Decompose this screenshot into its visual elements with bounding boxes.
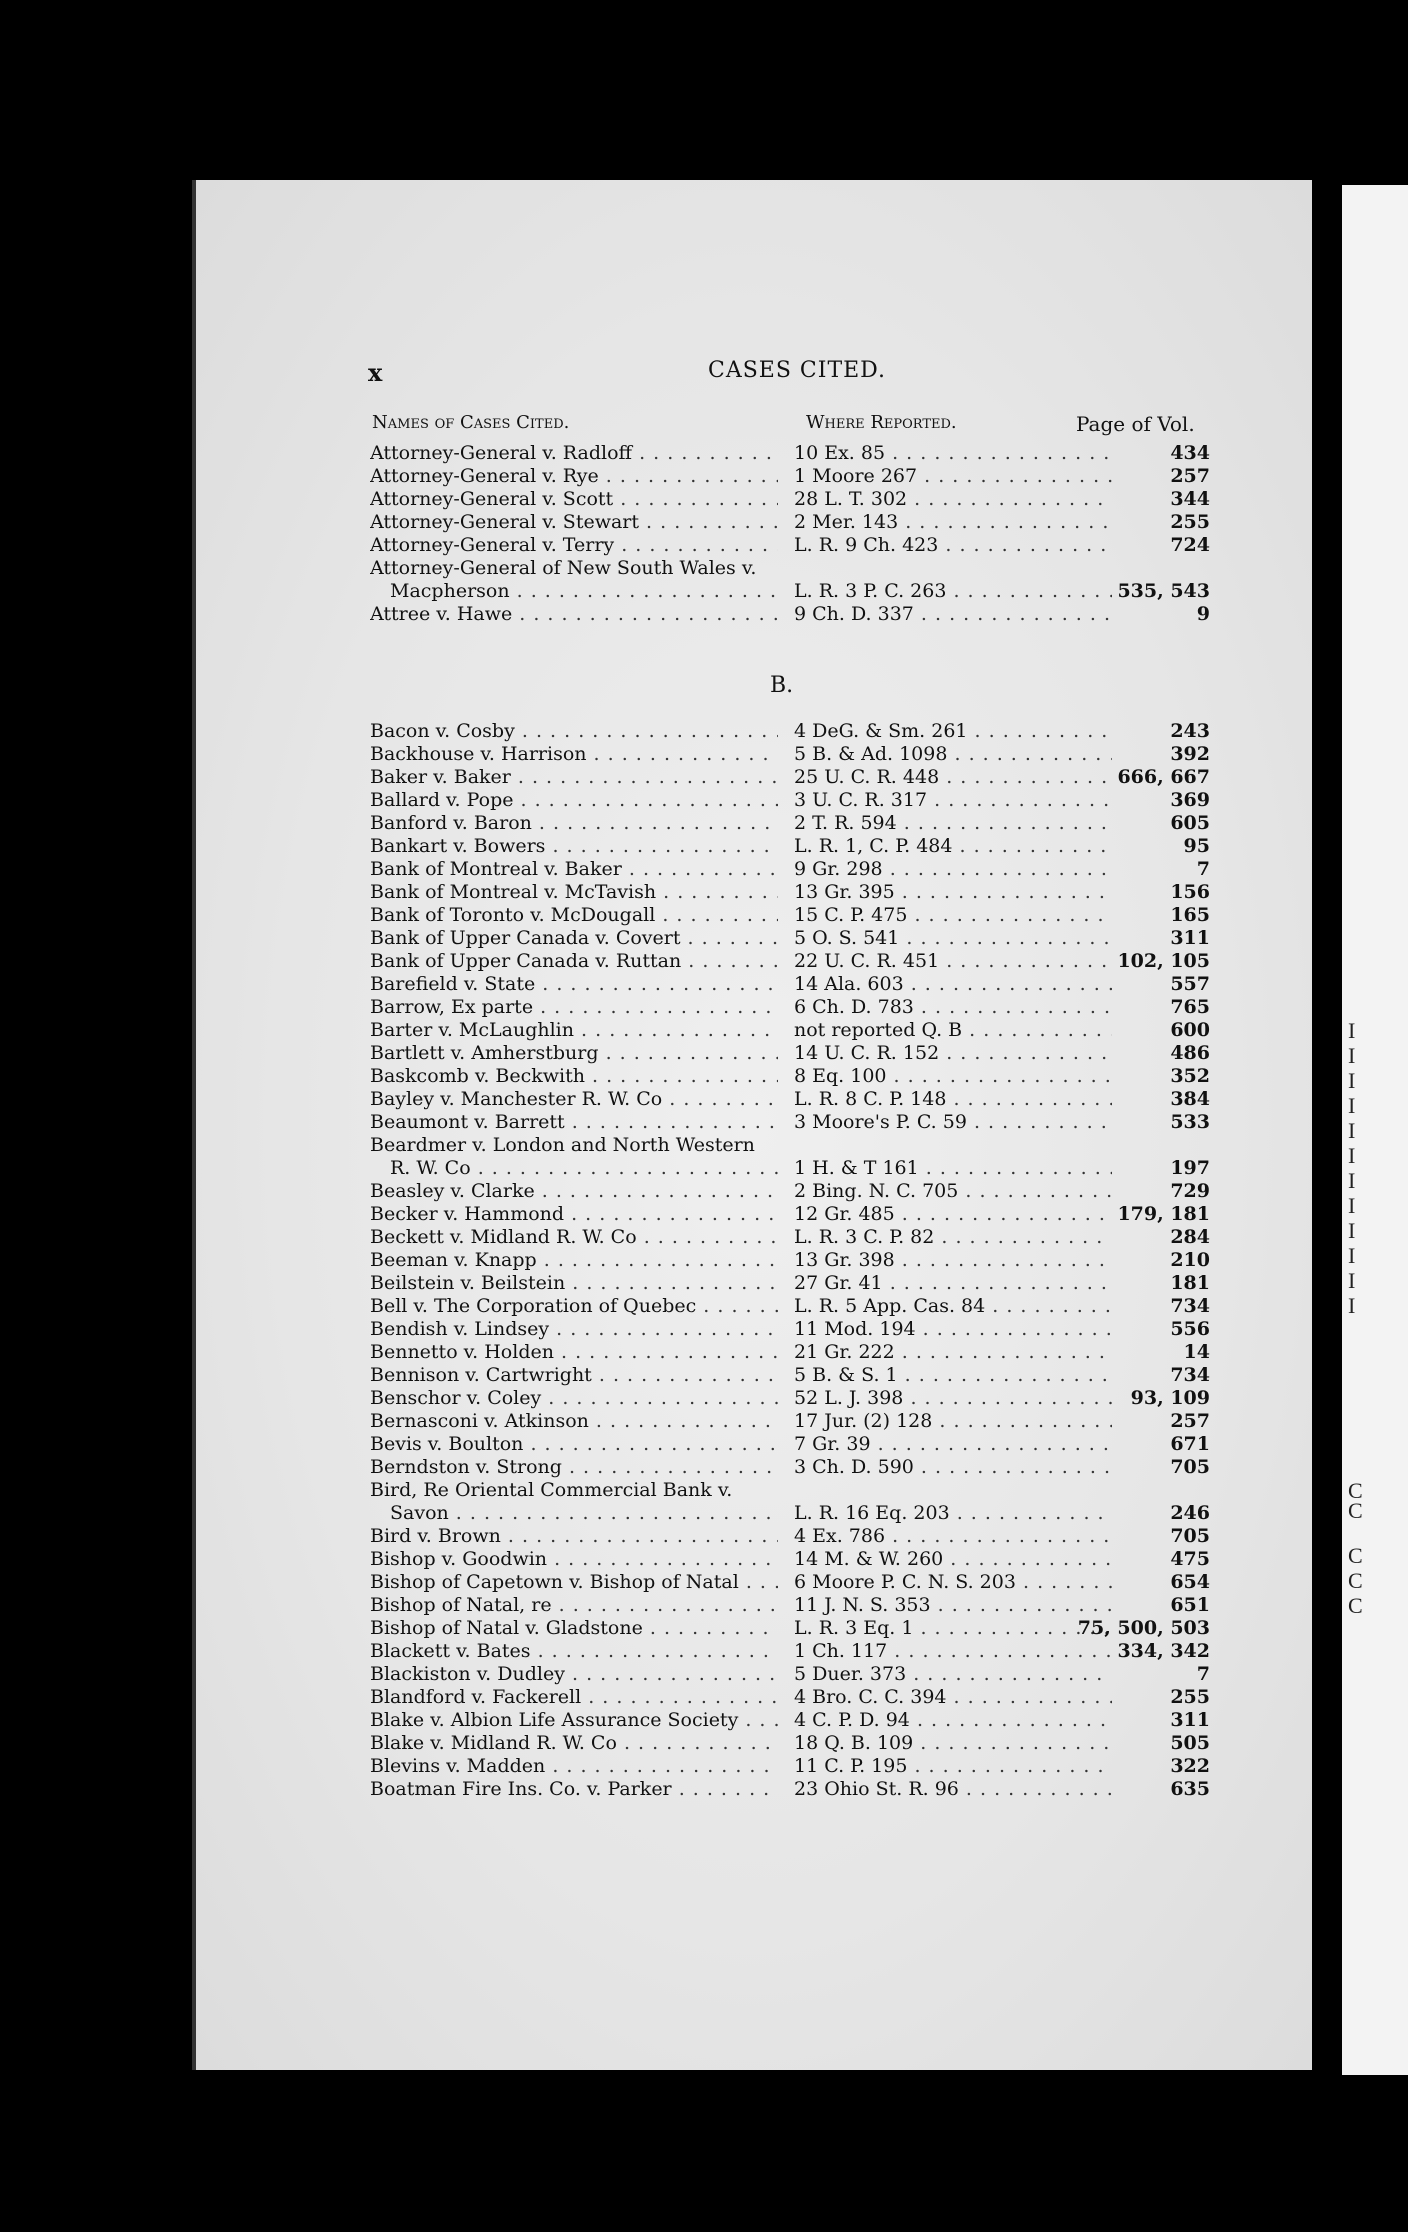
case-citation: 10 Ex. 85 . . . xyxy=(794,442,1112,465)
case-citation: L. R. 3 P. C. 263 . . . xyxy=(794,580,1112,603)
case-citation: 14 U. C. R. 152 . . . xyxy=(794,1042,1112,1065)
case-page-ref: 7 xyxy=(1196,858,1210,880)
case-entry xyxy=(370,1180,1210,1203)
case-citation: 27 Gr. 41 . . . xyxy=(794,1272,1112,1295)
case-entry xyxy=(370,1134,1210,1157)
case-page-ref: 255 xyxy=(1170,511,1210,533)
case-page-ref: 95 xyxy=(1183,835,1210,857)
case-citation: 1 Ch. 117 . . . xyxy=(794,1640,1112,1663)
case-name: Savon . . . xyxy=(370,1502,778,1525)
case-page-ref: 705 xyxy=(1170,1525,1210,1547)
case-name: Blackett v. Bates . . . xyxy=(370,1640,778,1663)
case-page-ref: 246 xyxy=(1170,1502,1210,1524)
case-name: Attorney-General v. Terry . . . xyxy=(370,534,778,557)
case-citation: 22 U. C. R. 451 . . . xyxy=(794,950,1112,973)
case-page-ref: 729 xyxy=(1170,1180,1210,1202)
case-page-ref: 600 xyxy=(1170,1019,1210,1041)
case-citation: 52 L. J. 398 . . . xyxy=(794,1387,1112,1410)
case-name: Bank of Toronto v. McDougall . . . xyxy=(370,904,778,927)
case-citation: 17 Jur. (2) 128 . . . xyxy=(794,1410,1112,1433)
case-page-ref: 556 xyxy=(1170,1318,1210,1340)
case-page-ref: 7 xyxy=(1196,1663,1210,1685)
case-citation: L. R. 9 Ch. 423 . . . xyxy=(794,534,1112,557)
case-entry xyxy=(370,1042,1210,1065)
column-header-names: Names of Cases Cited. xyxy=(372,412,570,433)
adjacent-page-fragment: I xyxy=(1348,1218,1356,1243)
case-page-ref: 651 xyxy=(1170,1594,1210,1616)
case-entry xyxy=(370,1571,1210,1594)
case-page-ref: 605 xyxy=(1170,812,1210,834)
adjacent-page-fragment: I xyxy=(1348,1243,1356,1268)
case-name: Attorney-General of New South Wales v. xyxy=(370,557,757,579)
case-name: Attorney-General v. Stewart . . . xyxy=(370,511,778,534)
case-entry xyxy=(370,973,1210,996)
case-name: Banford v. Baron . . . xyxy=(370,812,778,835)
case-entry xyxy=(370,996,1210,1019)
adjacent-page-fragment: C xyxy=(1348,1498,1363,1523)
case-page-ref: 181 xyxy=(1170,1272,1210,1294)
case-page-ref: 165 xyxy=(1170,904,1210,926)
case-page-ref: 635 xyxy=(1170,1778,1210,1800)
case-name: Beaumont v. Barrett . . . xyxy=(370,1111,778,1134)
case-page-ref: 533 xyxy=(1170,1111,1210,1133)
case-entry xyxy=(370,720,1210,743)
case-name: Attorney-General v. Rye . . . xyxy=(370,465,778,488)
adjacent-page-fragment: C xyxy=(1348,1478,1363,1503)
case-list-a xyxy=(370,442,1210,626)
adjacent-page-fragment: I xyxy=(1348,1043,1356,1068)
case-page-ref: 486 xyxy=(1170,1042,1210,1064)
case-name: Attorney-General v. Radloff . . . xyxy=(370,442,778,465)
case-citation: 5 B. & S. 1 . . . xyxy=(794,1364,1112,1387)
case-entry xyxy=(370,1226,1210,1249)
case-citation: L. R. 1, C. P. 484 . . . xyxy=(794,835,1112,858)
case-entry xyxy=(370,1686,1210,1709)
case-page-ref: 284 xyxy=(1170,1226,1210,1248)
case-page-ref: 257 xyxy=(1170,465,1210,487)
case-citation: 8 Eq. 100 . . . xyxy=(794,1065,1112,1088)
adjacent-page-fragment: I xyxy=(1348,1193,1356,1218)
case-entry xyxy=(370,858,1210,881)
case-name: Macpherson . . . xyxy=(370,580,778,603)
case-entry xyxy=(370,488,1210,511)
case-entry xyxy=(370,1111,1210,1134)
case-page-ref: 14 xyxy=(1183,1341,1210,1363)
case-name: Bank of Upper Canada v. Ruttan . . . xyxy=(370,950,778,973)
section-letter-b: B. xyxy=(770,673,794,698)
case-name: Bankart v. Bowers . . . xyxy=(370,835,778,858)
case-entry xyxy=(370,1548,1210,1571)
case-citation: 4 C. P. D. 94 . . . xyxy=(794,1709,1112,1732)
case-citation: 23 Ohio St. R. 96 . . . xyxy=(794,1778,1112,1801)
case-name: Baskcomb v. Beckwith . . . xyxy=(370,1065,778,1088)
case-name: Bank of Montreal v. McTavish . . . xyxy=(370,881,778,904)
case-citation: L. R. 16 Eq. 203 . . . xyxy=(794,1502,1112,1525)
case-name: Beardmer v. London and North Western xyxy=(370,1134,755,1156)
case-name: Attree v. Hawe . . . xyxy=(370,603,778,626)
case-entry xyxy=(370,1088,1210,1111)
case-entry xyxy=(370,557,1210,580)
case-name: Bell v. The Corporation of Quebec . . . xyxy=(370,1295,778,1318)
case-page-ref: 434 xyxy=(1170,442,1210,464)
case-citation: 14 Ala. 603 . . . xyxy=(794,973,1112,996)
adjacent-page-strip xyxy=(1330,185,1408,2075)
case-citation: L. R. 8 C. P. 148 . . . xyxy=(794,1088,1112,1111)
case-list-b xyxy=(370,720,1210,1801)
case-entry xyxy=(370,1732,1210,1755)
case-citation: 11 Mod. 194 . . . xyxy=(794,1318,1112,1341)
case-citation: 2 Mer. 143 . . . xyxy=(794,511,1112,534)
case-page-ref: 257 xyxy=(1170,1410,1210,1432)
case-citation: L. R. 3 C. P. 82 . . . xyxy=(794,1226,1112,1249)
case-page-ref: 102, 105 xyxy=(1117,950,1210,972)
adjacent-page-fragment: I xyxy=(1348,1293,1356,1318)
case-entry xyxy=(370,1709,1210,1732)
case-citation: 3 U. C. R. 317 . . . xyxy=(794,789,1112,812)
case-entry xyxy=(370,1341,1210,1364)
case-page-ref: 243 xyxy=(1170,720,1210,742)
case-entry xyxy=(370,580,1210,603)
case-page-ref: 724 xyxy=(1170,534,1210,556)
case-entry xyxy=(370,789,1210,812)
case-page-ref: 210 xyxy=(1170,1249,1210,1271)
case-name: Bank of Upper Canada v. Covert . . . xyxy=(370,927,778,950)
case-page-ref: 734 xyxy=(1170,1295,1210,1317)
column-header-where: Where Reported. xyxy=(806,412,957,433)
case-citation: 13 Gr. 398 . . . xyxy=(794,1249,1112,1272)
case-entry xyxy=(370,1502,1210,1525)
case-page-ref: 666, 667 xyxy=(1117,766,1210,788)
case-name: R. W. Co . . . xyxy=(370,1157,778,1180)
case-citation: 13 Gr. 395 . . . xyxy=(794,881,1112,904)
case-entry xyxy=(370,881,1210,904)
running-header xyxy=(368,358,1208,390)
case-entry xyxy=(370,1525,1210,1548)
adjacent-page-fragment: I xyxy=(1348,1168,1356,1193)
case-citation: 1 H. & T 161 . . . xyxy=(794,1157,1112,1180)
case-name: Baker v. Baker . . . xyxy=(370,766,778,789)
case-page-ref: 311 xyxy=(1170,1709,1210,1731)
case-page-ref: 654 xyxy=(1170,1571,1210,1593)
case-name: Boatman Fire Ins. Co. v. Parker . . . xyxy=(370,1778,778,1801)
case-entry xyxy=(370,950,1210,973)
adjacent-page-fragment: I xyxy=(1348,1093,1356,1118)
case-name: Bishop of Capetown v. Bishop of Natal . . . xyxy=(370,1571,778,1594)
case-page-ref: 369 xyxy=(1170,789,1210,811)
case-name: Barter v. McLaughlin . . . xyxy=(370,1019,778,1042)
case-citation: 14 M. & W. 260 . . . xyxy=(794,1548,1112,1571)
case-page-ref: 384 xyxy=(1170,1088,1210,1110)
case-page-ref: 93, 109 xyxy=(1130,1387,1210,1409)
case-entry xyxy=(370,1295,1210,1318)
case-name: Benschor v. Coley . . . xyxy=(370,1387,778,1410)
case-name: Blevins v. Madden . . . xyxy=(370,1755,778,1778)
case-entry xyxy=(370,835,1210,858)
case-page-ref: 311 xyxy=(1170,927,1210,949)
case-name: Bartlett v. Amherstburg . . . xyxy=(370,1042,778,1065)
case-name: Bernasconi v. Atkinson . . . xyxy=(370,1410,778,1433)
case-entry xyxy=(370,1663,1210,1686)
case-entry xyxy=(370,465,1210,488)
case-name: Berndston v. Strong . . . xyxy=(370,1456,778,1479)
case-name: Beeman v. Knapp . . . xyxy=(370,1249,778,1272)
case-entry xyxy=(370,1456,1210,1479)
case-entry xyxy=(370,1594,1210,1617)
adjacent-page-fragment: I xyxy=(1348,1068,1356,1093)
case-entry xyxy=(370,812,1210,835)
case-entry xyxy=(370,904,1210,927)
case-citation: 28 L. T. 302 . . . xyxy=(794,488,1112,511)
case-entry xyxy=(370,1755,1210,1778)
case-name: Attorney-General v. Scott . . . xyxy=(370,488,778,511)
case-page-ref: 505 xyxy=(1170,1732,1210,1754)
case-name: Bird, Re Oriental Commercial Bank v. xyxy=(370,1479,733,1501)
case-name: Blandford v. Fackerell . . . xyxy=(370,1686,778,1709)
case-name: Blake v. Albion Life Assurance Society . . . xyxy=(370,1709,778,1732)
adjacent-page-fragment: I xyxy=(1348,1118,1356,1143)
adjacent-page-fragment: C xyxy=(1348,1593,1363,1618)
adjacent-page-fragment: I xyxy=(1348,1143,1356,1168)
case-citation: 2 Bing. N. C. 705 . . . xyxy=(794,1180,1112,1203)
case-entry xyxy=(370,1433,1210,1456)
case-entry xyxy=(370,927,1210,950)
case-citation: 2 T. R. 594 . . . xyxy=(794,812,1112,835)
case-citation: 11 C. P. 195 . . . xyxy=(794,1755,1112,1778)
case-citation: 4 Bro. C. C. 394 . . . xyxy=(794,1686,1112,1709)
case-page-ref: 392 xyxy=(1170,743,1210,765)
case-citation: 9 Ch. D. 337 . . . xyxy=(794,603,1112,626)
case-entry xyxy=(370,1065,1210,1088)
case-page-ref: 344 xyxy=(1170,488,1210,510)
case-citation: 4 Ex. 786 . . . xyxy=(794,1525,1112,1548)
case-entry xyxy=(370,1249,1210,1272)
case-page-ref: 75, 500, 503 xyxy=(1077,1617,1210,1639)
case-page-ref: 156 xyxy=(1170,881,1210,903)
case-name: Bird v. Brown . . . xyxy=(370,1525,778,1548)
case-citation: L. R. 5 App. Cas. 84 . . . xyxy=(794,1295,1112,1318)
case-name: Beckett v. Midland R. W. Co . . . xyxy=(370,1226,778,1249)
case-citation: 7 Gr. 39 . . . xyxy=(794,1433,1112,1456)
case-citation: L. R. 3 Eq. 1 . . . xyxy=(794,1617,1112,1640)
case-citation: not reported Q. B . . . xyxy=(794,1019,1112,1042)
case-name: Blake v. Midland R. W. Co . . . xyxy=(370,1732,778,1755)
adjacent-page-fragment: C xyxy=(1348,1543,1363,1568)
case-page-ref: 255 xyxy=(1170,1686,1210,1708)
case-page-ref: 322 xyxy=(1170,1755,1210,1777)
case-name: Bendish v. Lindsey . . . xyxy=(370,1318,778,1341)
case-name: Becker v. Hammond . . . xyxy=(370,1203,778,1226)
case-entry xyxy=(370,1778,1210,1801)
case-entry xyxy=(370,1387,1210,1410)
case-page-ref: 9 xyxy=(1196,603,1210,625)
case-citation: 9 Gr. 298 . . . xyxy=(794,858,1112,881)
case-name: Backhouse v. Harrison . . . xyxy=(370,743,778,766)
case-citation: 11 J. N. S. 353 . . . xyxy=(794,1594,1112,1617)
case-entry xyxy=(370,442,1210,465)
case-name: Bayley v. Manchester R. W. Co . . . xyxy=(370,1088,778,1111)
adjacent-page-fragment: I xyxy=(1348,1018,1356,1043)
case-citation: 25 U. C. R. 448 . . . xyxy=(794,766,1112,789)
case-entry xyxy=(370,1364,1210,1387)
case-name: Bennetto v. Holden . . . xyxy=(370,1341,778,1364)
case-citation: 1 Moore 267 . . . xyxy=(794,465,1112,488)
case-entry xyxy=(370,511,1210,534)
case-citation: 5 Duer. 373 . . . xyxy=(794,1663,1112,1686)
case-name: Bishop of Natal, re . . . xyxy=(370,1594,778,1617)
case-citation: 15 C. P. 475 . . . xyxy=(794,904,1112,927)
case-entry xyxy=(370,1479,1210,1502)
page-number: x xyxy=(368,358,383,387)
case-name: Bevis v. Boulton . . . xyxy=(370,1433,778,1456)
case-entry xyxy=(370,1640,1210,1663)
case-name: Ballard v. Pope . . . xyxy=(370,789,778,812)
case-name: Bishop v. Goodwin . . . xyxy=(370,1548,778,1571)
case-page-ref: 671 xyxy=(1170,1433,1210,1455)
case-page-ref: 734 xyxy=(1170,1364,1210,1386)
case-citation: 6 Moore P. C. N. S. 203 . . . xyxy=(794,1571,1112,1594)
case-citation: 12 Gr. 485 . . . xyxy=(794,1203,1112,1226)
case-page-ref: 475 xyxy=(1170,1548,1210,1570)
case-page-ref: 352 xyxy=(1170,1065,1210,1087)
case-page-ref: 705 xyxy=(1170,1456,1210,1478)
case-name: Bacon v. Cosby . . . xyxy=(370,720,778,743)
case-entry xyxy=(370,743,1210,766)
case-entry xyxy=(370,603,1210,626)
case-entry xyxy=(370,1318,1210,1341)
case-page-ref: 197 xyxy=(1170,1157,1210,1179)
case-citation: 18 Q. B. 109 . . . xyxy=(794,1732,1112,1755)
scan-border-left xyxy=(0,0,190,2232)
case-entry xyxy=(370,1617,1210,1640)
case-citation: 21 Gr. 222 . . . xyxy=(794,1341,1112,1364)
case-citation: 6 Ch. D. 783 . . . xyxy=(794,996,1112,1019)
case-page-ref: 334, 342 xyxy=(1117,1640,1210,1662)
case-entry xyxy=(370,1019,1210,1042)
case-name: Barefield v. State . . . xyxy=(370,973,778,996)
case-page-ref: 557 xyxy=(1170,973,1210,995)
case-entry xyxy=(370,1157,1210,1180)
case-citation: 4 DeG. & Sm. 261 . . . xyxy=(794,720,1112,743)
case-name: Blackiston v. Dudley . . . xyxy=(370,1663,778,1686)
case-entry xyxy=(370,1203,1210,1226)
case-entry xyxy=(370,534,1210,557)
case-page-ref: 179, 181 xyxy=(1117,1203,1210,1225)
case-citation: 5 O. S. 541 . . . xyxy=(794,927,1112,950)
case-page-ref: 535, 543 xyxy=(1117,580,1210,602)
case-entry xyxy=(370,766,1210,789)
case-name: Barrow, Ex parte . . . xyxy=(370,996,778,1019)
case-name: Beilstein v. Beilstein . . . xyxy=(370,1272,778,1295)
case-page-ref: 765 xyxy=(1170,996,1210,1018)
adjacent-page-fragment: I xyxy=(1348,1268,1356,1293)
column-header-page: Page of Vol. xyxy=(1076,412,1195,436)
case-name: Beasley v. Clarke . . . xyxy=(370,1180,778,1203)
case-entry xyxy=(370,1410,1210,1433)
case-name: Bishop of Natal v. Gladstone . . . xyxy=(370,1617,778,1640)
adjacent-page-fragment: C xyxy=(1348,1568,1363,1593)
case-name: Bank of Montreal v. Baker . . . xyxy=(370,858,778,881)
case-citation: 5 B. & Ad. 1098 . . . xyxy=(794,743,1112,766)
page-title: CASES CITED. xyxy=(708,358,887,383)
case-citation: 3 Ch. D. 590 . . . xyxy=(794,1456,1112,1479)
case-citation: 3 Moore's P. C. 59 . . . xyxy=(794,1111,1112,1134)
case-entry xyxy=(370,1272,1210,1295)
case-name: Bennison v. Cartwright . . . xyxy=(370,1364,778,1387)
